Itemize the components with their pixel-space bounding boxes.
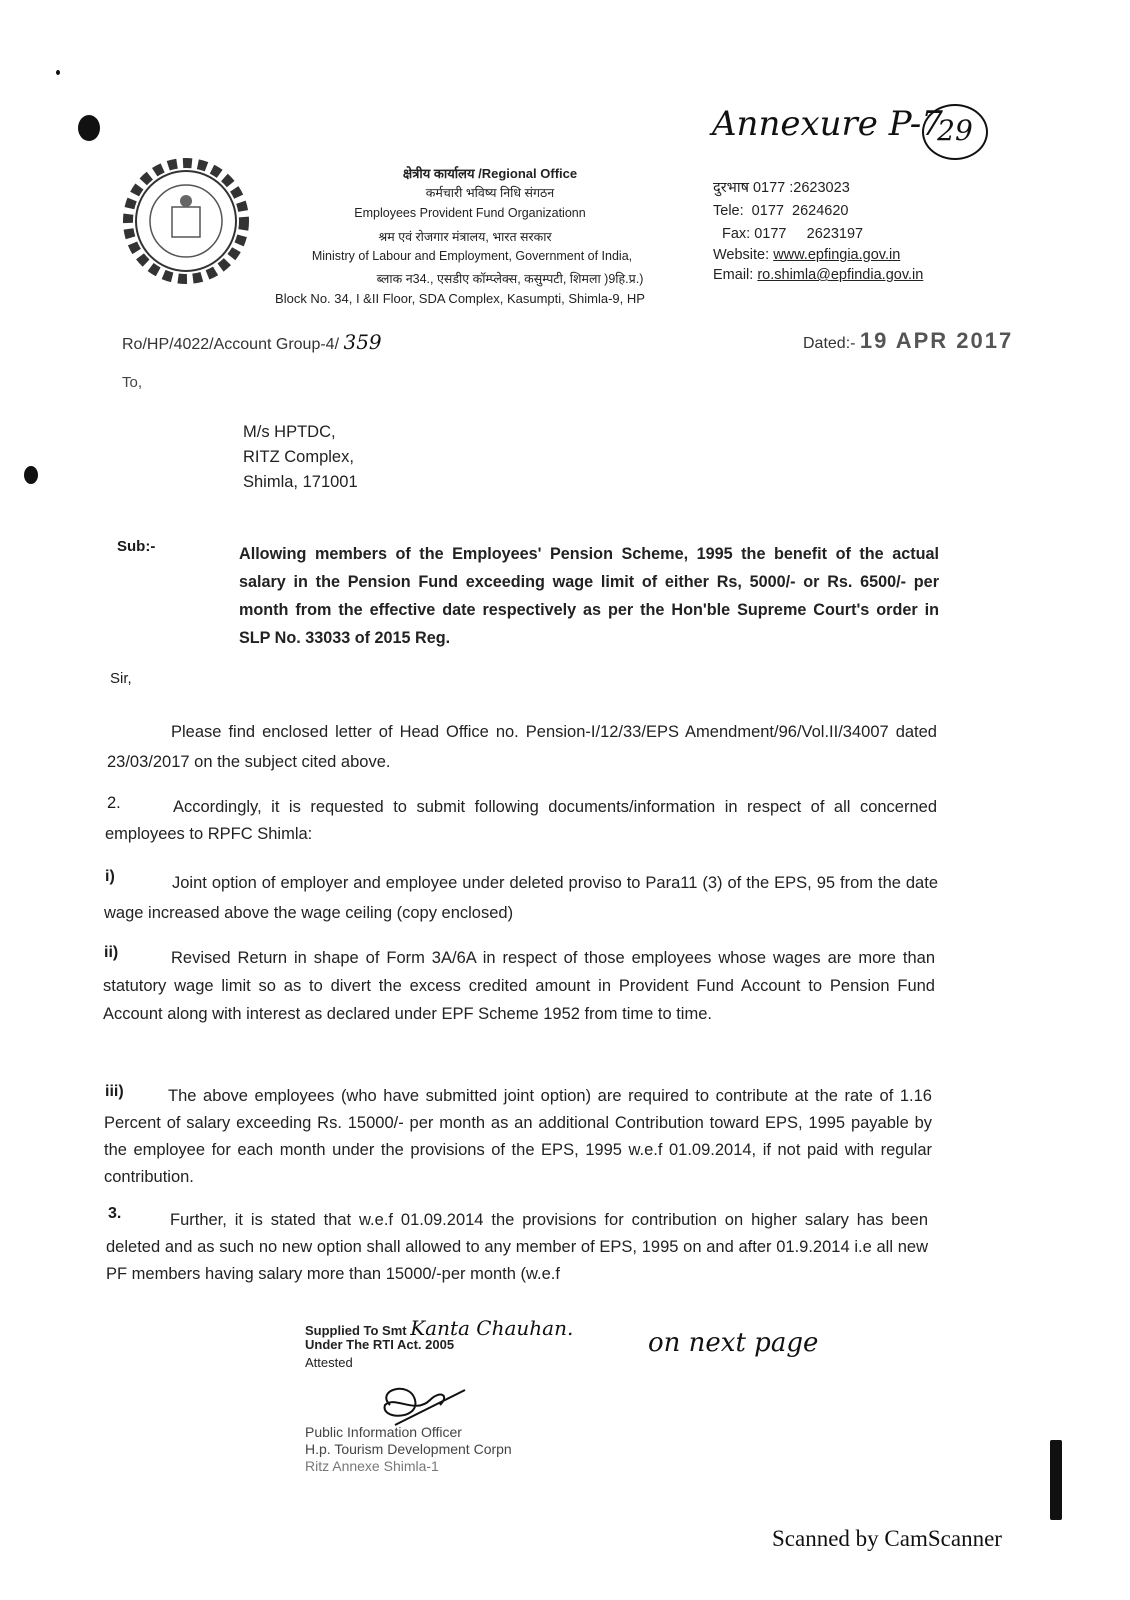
website-label: Website: (713, 247, 774, 263)
item-i-number: i) (105, 868, 115, 885)
rti-stamp-line3: Attested (305, 1355, 353, 1370)
item-i: Joint option of employer and employee under deleted proviso to Para11 (3) of the EPS, 95 from the date wage increased above the wage ceiling (copy enclosed) (104, 874, 938, 922)
to-label: To, (122, 374, 143, 391)
officer-line: Ritz Annexe Shimla-1 (305, 1458, 439, 1474)
recipient-address (243, 420, 358, 495)
dated-stamp: 19 APR 2017 (859, 328, 1014, 353)
item-ii-number: ii) (104, 944, 119, 961)
email-label: Email: (713, 267, 758, 283)
paragraph-3-number: 3. (108, 1205, 122, 1222)
scan-speck (56, 70, 60, 75)
fax: Fax: 0177 2623197 (722, 226, 864, 242)
website-link[interactable]: www.epfingia.gov.in (773, 247, 901, 263)
officer-line: Public Information Officer (305, 1424, 462, 1440)
page-number-circled: 29 (922, 104, 988, 160)
org-name: Employees Provident Fund Organizationn (354, 206, 586, 220)
address: Block No. 34, I &II Floor, SDA Complex, Kasumpti, Shimla-9, HP (275, 291, 645, 306)
email (713, 267, 923, 283)
reference-number (122, 330, 382, 354)
recipient-line: M/s HPTDC, (243, 423, 336, 441)
camscanner-footer: Scanned by CamScanner (772, 1526, 1002, 1551)
paragraph-1: Please find enclosed letter of Head Office no. Pension-I/12/33/EPS Amendment/96/Vol.II/34007 dated 23/03/2017 on the subject cited above. (107, 723, 937, 771)
rti-stamp-line2: Under The RTI Act. 2005 (305, 1337, 455, 1352)
recipient-line: Shimla, 171001 (243, 473, 358, 491)
epfo-logo (122, 157, 250, 285)
paragraph-3: Further, it is stated that w.e.f 01.09.2014 the provisions for contribution on higher salary has been deleted and as such no new option shall allowed to any member of EPS, 1995 on and after 01.9.2014 i.e all new PF members having salary more than 15000/-per month (w.e.f (106, 1211, 928, 1283)
email-link[interactable]: ro.shimla@epfindia.gov.in (757, 267, 924, 283)
item-iii: The above employees (who have submitted joint option) are required to contribute at the rate of 1.16 Percent of salary exceeding Rs. 15000/- per month as an additional Contribution toward EPS, 1995 payable by the employee for each month under the provisions of the EPS, 1995 w.e.f 01.09.2014, if not paid with regular contribution. (104, 1087, 932, 1186)
rti-handwritten-name: Kanta Chauhan. (410, 1316, 574, 1340)
reference-handwritten: 359 (343, 330, 382, 354)
salutation: Sir, (110, 670, 132, 687)
item-ii: Revised Return in shape of Form 3A/6A in respect of those employees whose wages are more than statutory wage limit so as to divert the excess credited amount in Provident Fund Account to Pension Fund Account along with interest as declared under EPF Scheme 1952 from time to time. (103, 949, 935, 1023)
reference-text: Ro/HP/4022/Account Group-4/ (122, 336, 340, 353)
org-name-hindi: कर्मचारी भविष्य निधि संगठन (425, 186, 555, 200)
recipient-line: RITZ Complex, (243, 448, 354, 466)
office-name: क्षेत्रीय कार्यालय /Regional Office (402, 166, 578, 181)
tele: Tele: 0177 2624620 (713, 203, 849, 219)
dated (803, 328, 1013, 354)
annexure-annotation: Annexure P-7 (712, 104, 943, 144)
scan-speck (1050, 1440, 1062, 1520)
item-iii-number: iii) (105, 1083, 124, 1100)
phone-hindi: दुरभाष 0177 :2623023 (713, 180, 850, 196)
scan-speck (78, 115, 100, 141)
subject-label: Sub:- (117, 538, 156, 555)
officer-line: H.p. Tourism Development Corpn (305, 1441, 512, 1457)
paragraph-2-number: 2. (107, 794, 121, 812)
scan-speck (24, 466, 38, 484)
rti-supplied: Supplied To Smt (305, 1323, 407, 1338)
next-page-note: on next page (648, 1328, 819, 1358)
dated-label: Dated:- (803, 335, 856, 352)
ministry-hindi: श्रम एवं रोजगार मंत्रालय, भारत सरकार (378, 230, 552, 244)
paragraph-2: Accordingly, it is requested to submit following documents/information in respect of all concerned employees to RPFC Shimla: (105, 798, 937, 843)
subject: Allowing members of the Employees' Pension Scheme, 1995 the benefit of the actual salary in the Pension Fund exceeding wage limit of either Rs, 5000/- or Rs. 6500/- per month from the effective date respectively as per the Hon'ble Supreme Court's order in SLP No. 33033 of 2015 Reg. (239, 545, 939, 647)
website (713, 247, 900, 263)
address-hindi: ब्लाक न34., एसडीए कॉम्प्लेक्स, कसुम्पटी, शिमला )9हि.प्र.) (376, 272, 644, 286)
ministry: Ministry of Labour and Employment, Government of India, (311, 249, 633, 263)
